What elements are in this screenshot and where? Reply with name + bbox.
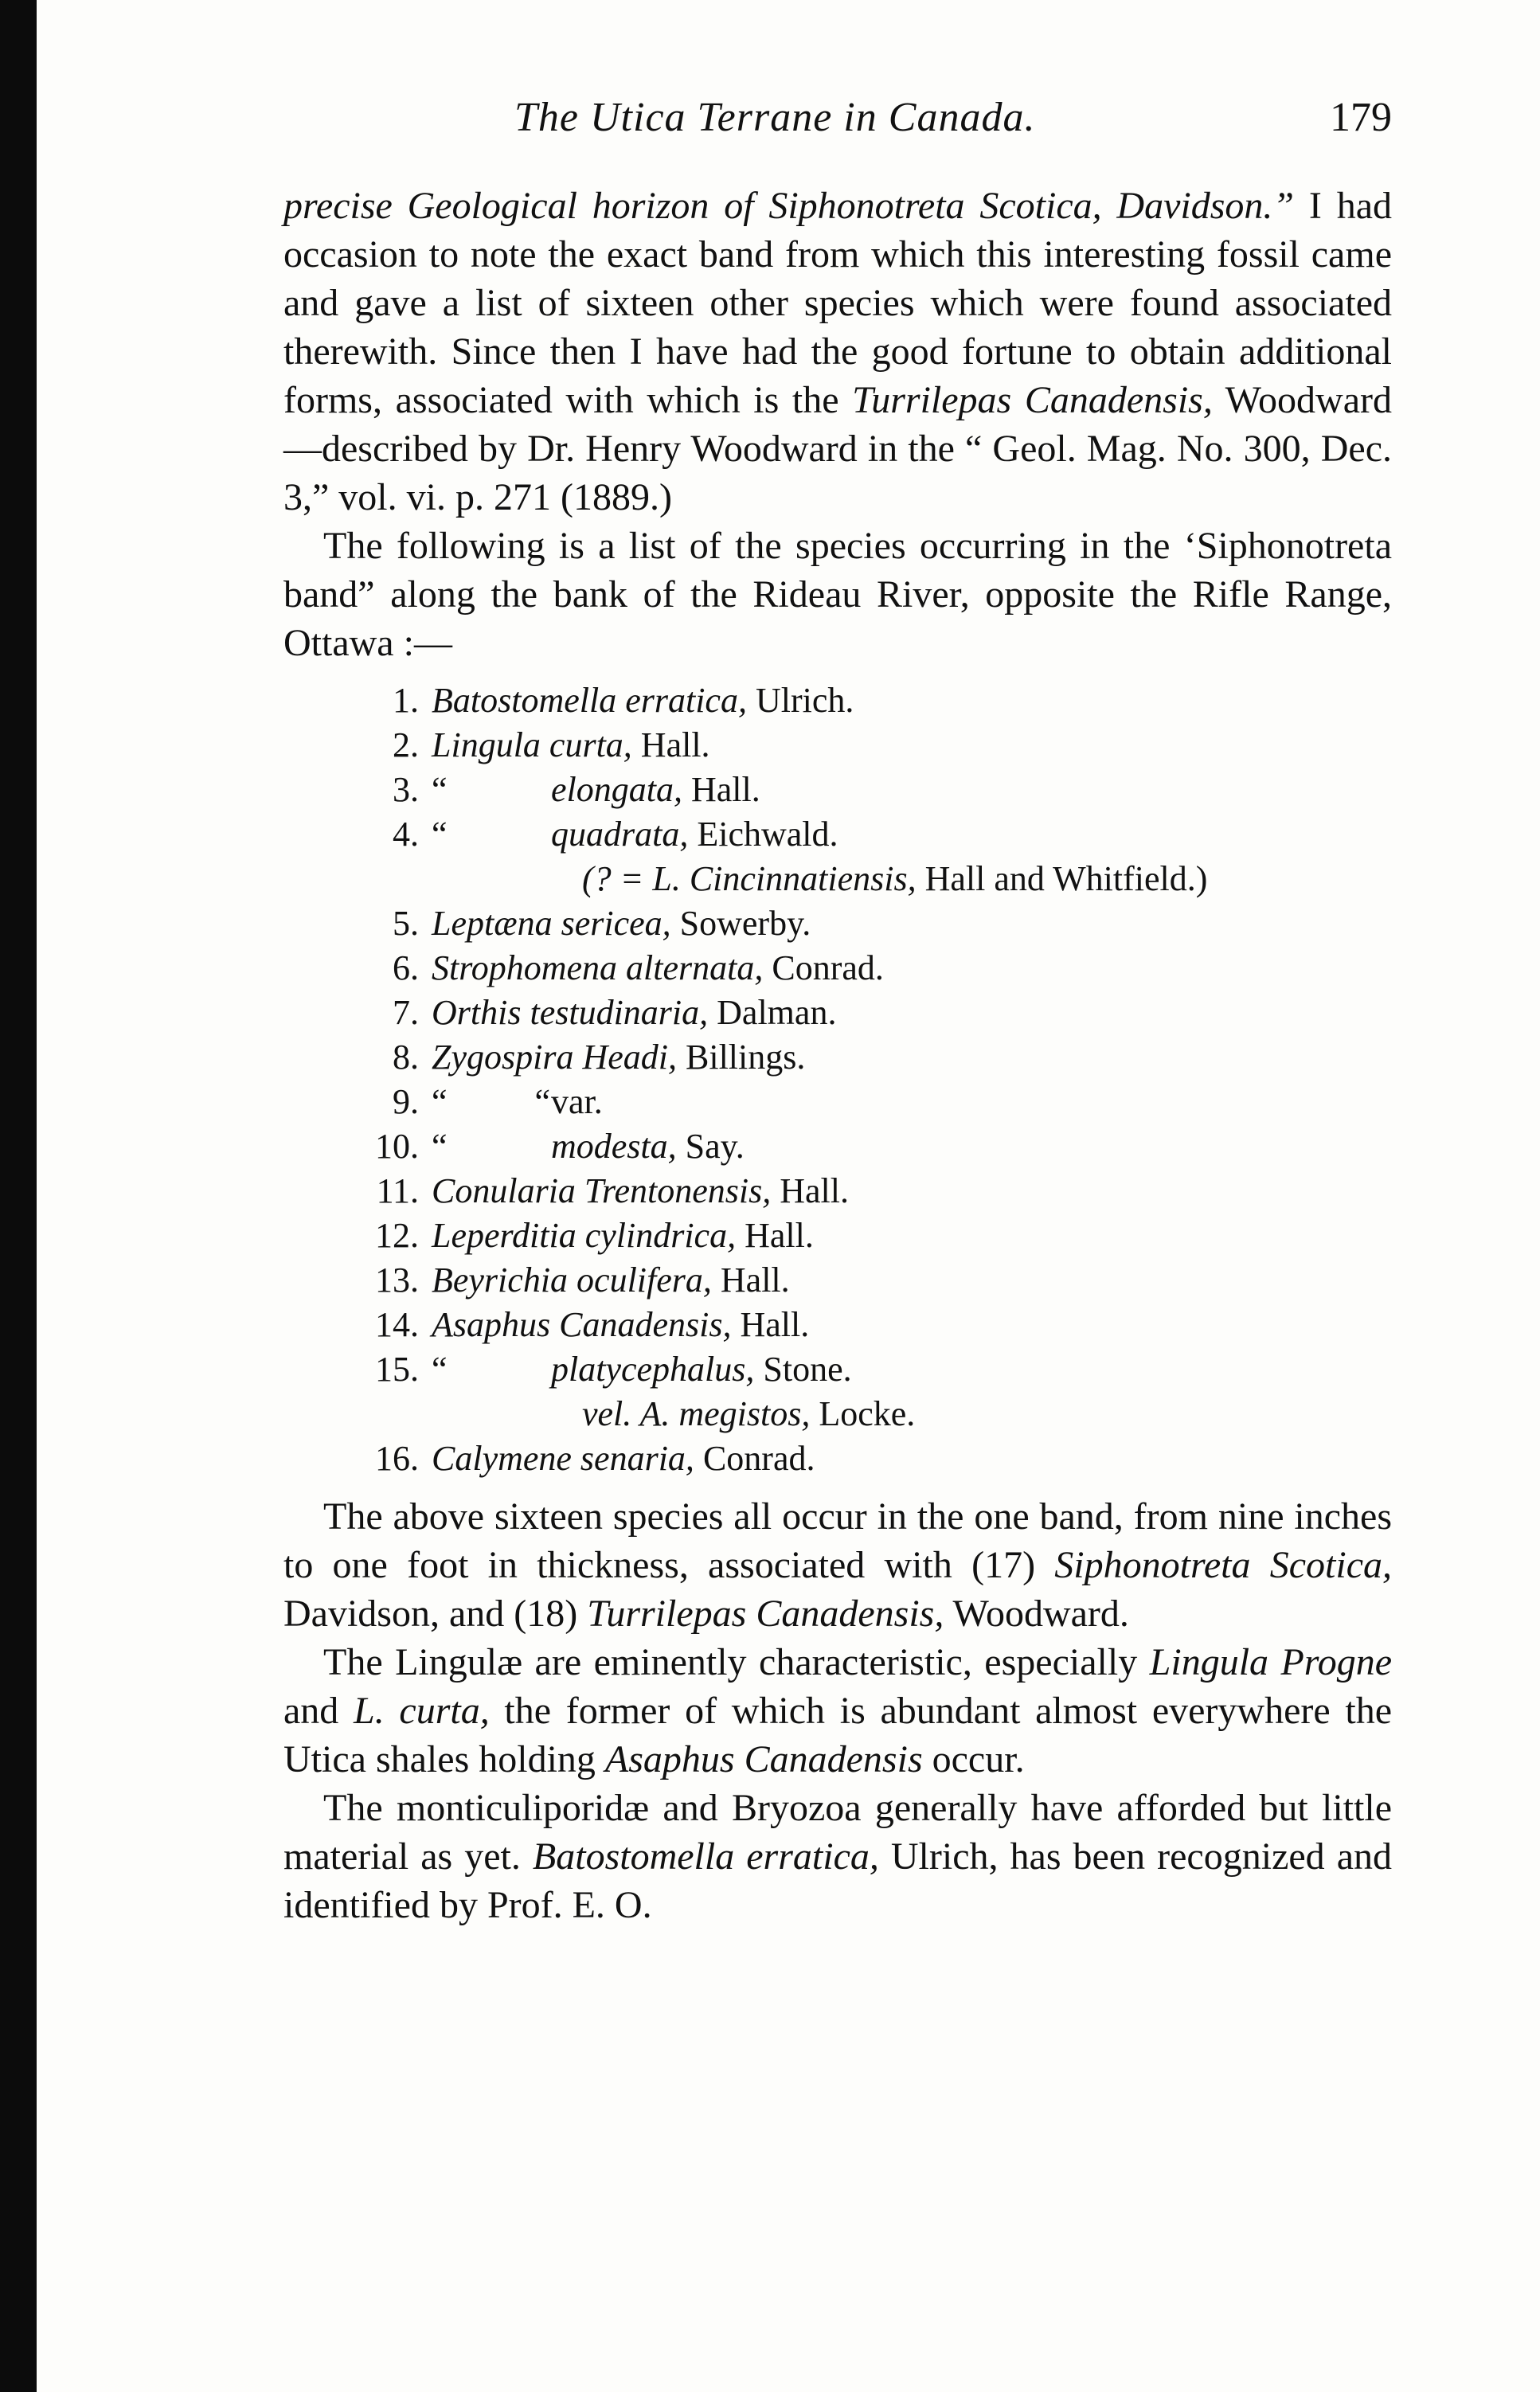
ditto-mark: “ <box>432 770 448 809</box>
species-author: Say. <box>685 1127 745 1166</box>
item-body <box>432 812 838 857</box>
list-item <box>283 991 1392 1035</box>
running-header <box>283 94 1392 150</box>
species-name: Asaphus Canadensis, <box>432 1305 732 1344</box>
book-page <box>283 94 1392 1929</box>
species-name: elongata, <box>551 770 682 809</box>
species-author: Eichwald. <box>697 815 838 854</box>
item-body <box>432 1303 809 1347</box>
text-run: occur. <box>922 1738 1025 1780</box>
species-author: Sowerby. <box>679 904 811 943</box>
paragraph <box>283 522 1392 667</box>
species-author: Hall. <box>780 1171 849 1210</box>
text-run: and <box>283 1690 354 1732</box>
species-author: Locke. <box>819 1394 916 1433</box>
item-body <box>432 1258 790 1303</box>
item-body <box>432 991 836 1035</box>
item-body <box>432 723 710 768</box>
item-body <box>432 946 884 991</box>
text-run: The following is a list of the species occurring in the ‘Siphonotreta band” along the bank of the Rideau River, opposite the Rifle Range, Ottawa :— <box>283 525 1392 664</box>
text-run: Davidson, and (18) <box>283 1593 588 1635</box>
species-name: Strophomena alternata, <box>432 948 764 987</box>
item-body <box>432 901 811 946</box>
species-author: Hall. <box>640 725 710 764</box>
item-body <box>582 857 1207 901</box>
text-run: The monticuliporidæ and Bryozoa generally have afforded but little material as yet. <box>283 1787 1392 1878</box>
species-author: Conrad. <box>772 948 884 987</box>
list-item <box>283 857 1392 901</box>
item-number: 6. <box>393 948 419 987</box>
ditto-mark: “ “ <box>432 1082 551 1121</box>
italic-text: Siphonotreta Scotica, <box>1054 1544 1392 1586</box>
species-name: quadrata, <box>551 815 689 854</box>
item-body <box>432 768 760 812</box>
item-number: 4. <box>393 815 419 854</box>
species-name: Calymene senaria, <box>432 1439 694 1478</box>
intro-text <box>283 182 1392 667</box>
item-number: 14. <box>375 1305 419 1344</box>
item-number: 2. <box>393 725 419 764</box>
species-name: platycephalus, <box>551 1350 755 1389</box>
item-body <box>432 1124 745 1169</box>
italic-text: Turrilepas Canadensis, <box>587 1593 944 1635</box>
item-number: 15. <box>375 1350 419 1389</box>
species-list <box>283 678 1392 1481</box>
species-name: Orthis testudinaria, <box>432 993 709 1032</box>
list-item <box>283 946 1392 991</box>
item-number: 13. <box>375 1260 419 1300</box>
item-number: 1. <box>393 681 419 720</box>
italic-text: Asaphus Canadensis <box>604 1738 923 1780</box>
species-author: Billings. <box>686 1038 806 1077</box>
species-author: Hall. <box>690 770 760 809</box>
list-item <box>283 768 1392 812</box>
list-item <box>283 1436 1392 1481</box>
species-name: Leptæna sericea, <box>432 904 671 943</box>
species-name: Zygospira Headi, <box>432 1038 677 1077</box>
text-run: The Lingulæ are eminently characteristic, especially <box>323 1641 1150 1683</box>
species-name: Leperditia cylindrica, <box>432 1216 737 1255</box>
paragraph <box>283 1638 1392 1784</box>
species-author: Hall. <box>740 1305 810 1344</box>
page-number: 179 <box>1330 95 1392 140</box>
running-title: The Utica Terrane in Canada. <box>514 95 1036 140</box>
paragraph <box>283 1784 1392 1929</box>
list-item <box>283 723 1392 768</box>
list-item <box>283 678 1392 723</box>
item-body <box>432 1080 603 1124</box>
item-number: 10. <box>375 1127 419 1166</box>
item-number: 7. <box>393 993 419 1032</box>
italic-text: L. curta, <box>354 1690 490 1732</box>
item-number: 12. <box>375 1216 419 1255</box>
list-item <box>283 1347 1392 1392</box>
species-author: Hall. <box>745 1216 814 1255</box>
species-name: (? = L. Cincinnatiensis, <box>582 859 917 898</box>
item-body <box>432 1436 815 1481</box>
text-run: Woodward—described by Dr. Henry Woodward in the “ Geol. Mag. No. 300, Dec. 3,” vol. vi. p. 271 (1889.) <box>283 379 1393 518</box>
item-body <box>432 1347 852 1392</box>
ditto-mark: “ <box>432 1350 448 1389</box>
item-body <box>432 678 854 723</box>
text-run: The above sixteen species all occur in the one band, from nine inches to one foot in thickness, associated with (17) <box>283 1495 1392 1586</box>
ditto-mark: “ <box>432 1127 448 1166</box>
italic-text: Turrilepas Canadensis, <box>852 379 1213 421</box>
text-run: Woodward. <box>944 1593 1129 1635</box>
species-author: Dalman. <box>717 993 837 1032</box>
list-item <box>283 1258 1392 1303</box>
italic-text: precise Geological horizon of Siphonotreta Scotica, Davidson.” <box>283 185 1295 227</box>
species-name: Batostomella erratica, <box>432 681 747 720</box>
list-item <box>283 1214 1392 1258</box>
species-name: Lingula curta, <box>432 725 632 764</box>
list-item <box>283 812 1392 857</box>
species-author: Hall. <box>720 1260 790 1300</box>
species-author: Conrad. <box>702 1439 815 1478</box>
text-run: I had occasion to note the exact band from which this interesting fossil came and gave a list of sixteen other species which were found associated therewith. Since then I have had the good fortune to obtain additional forms, associated with which is the <box>283 185 1392 421</box>
list-item <box>283 1303 1392 1347</box>
species-name: Conularia Trentonensis, <box>432 1171 772 1210</box>
list-item <box>283 1392 1392 1436</box>
species-author: Ulrich. <box>755 681 854 720</box>
list-item <box>283 901 1392 946</box>
species-name: vel. A. megistos, <box>582 1394 811 1433</box>
item-number: 8. <box>393 1038 419 1077</box>
species-author: Stone. <box>763 1350 852 1389</box>
closing-text <box>283 1492 1392 1929</box>
item-body <box>432 1169 849 1214</box>
item-number: 11. <box>376 1171 419 1210</box>
item-number: 5. <box>393 904 419 943</box>
item-body <box>432 1214 814 1258</box>
item-number: 9. <box>393 1082 419 1121</box>
text-run: the former of which is abundant almost everywhere the Utica shales holding <box>283 1690 1393 1780</box>
species-name: Beyrichia oculifera, <box>432 1260 712 1300</box>
italic-text: Lingula Progne <box>1149 1641 1393 1683</box>
species-author: var. <box>551 1082 603 1121</box>
item-number: 16. <box>375 1439 419 1478</box>
item-body <box>582 1392 915 1436</box>
paragraph <box>283 1492 1392 1638</box>
ditto-mark: “ <box>432 815 448 854</box>
item-number: 3. <box>393 770 419 809</box>
list-item <box>283 1080 1392 1124</box>
species-name: modesta, <box>551 1127 677 1166</box>
list-item <box>283 1124 1392 1169</box>
text-run: Ulrich, has been recognized and identified by Prof. E. O. <box>283 1835 1392 1926</box>
binding-edge <box>0 0 37 2392</box>
species-author: Hall and Whitfield.) <box>924 859 1208 898</box>
paragraph <box>283 182 1392 522</box>
italic-text: Batostomella erratica, <box>532 1835 879 1878</box>
list-item <box>283 1169 1392 1214</box>
list-item <box>283 1035 1392 1080</box>
item-body <box>432 1035 805 1080</box>
